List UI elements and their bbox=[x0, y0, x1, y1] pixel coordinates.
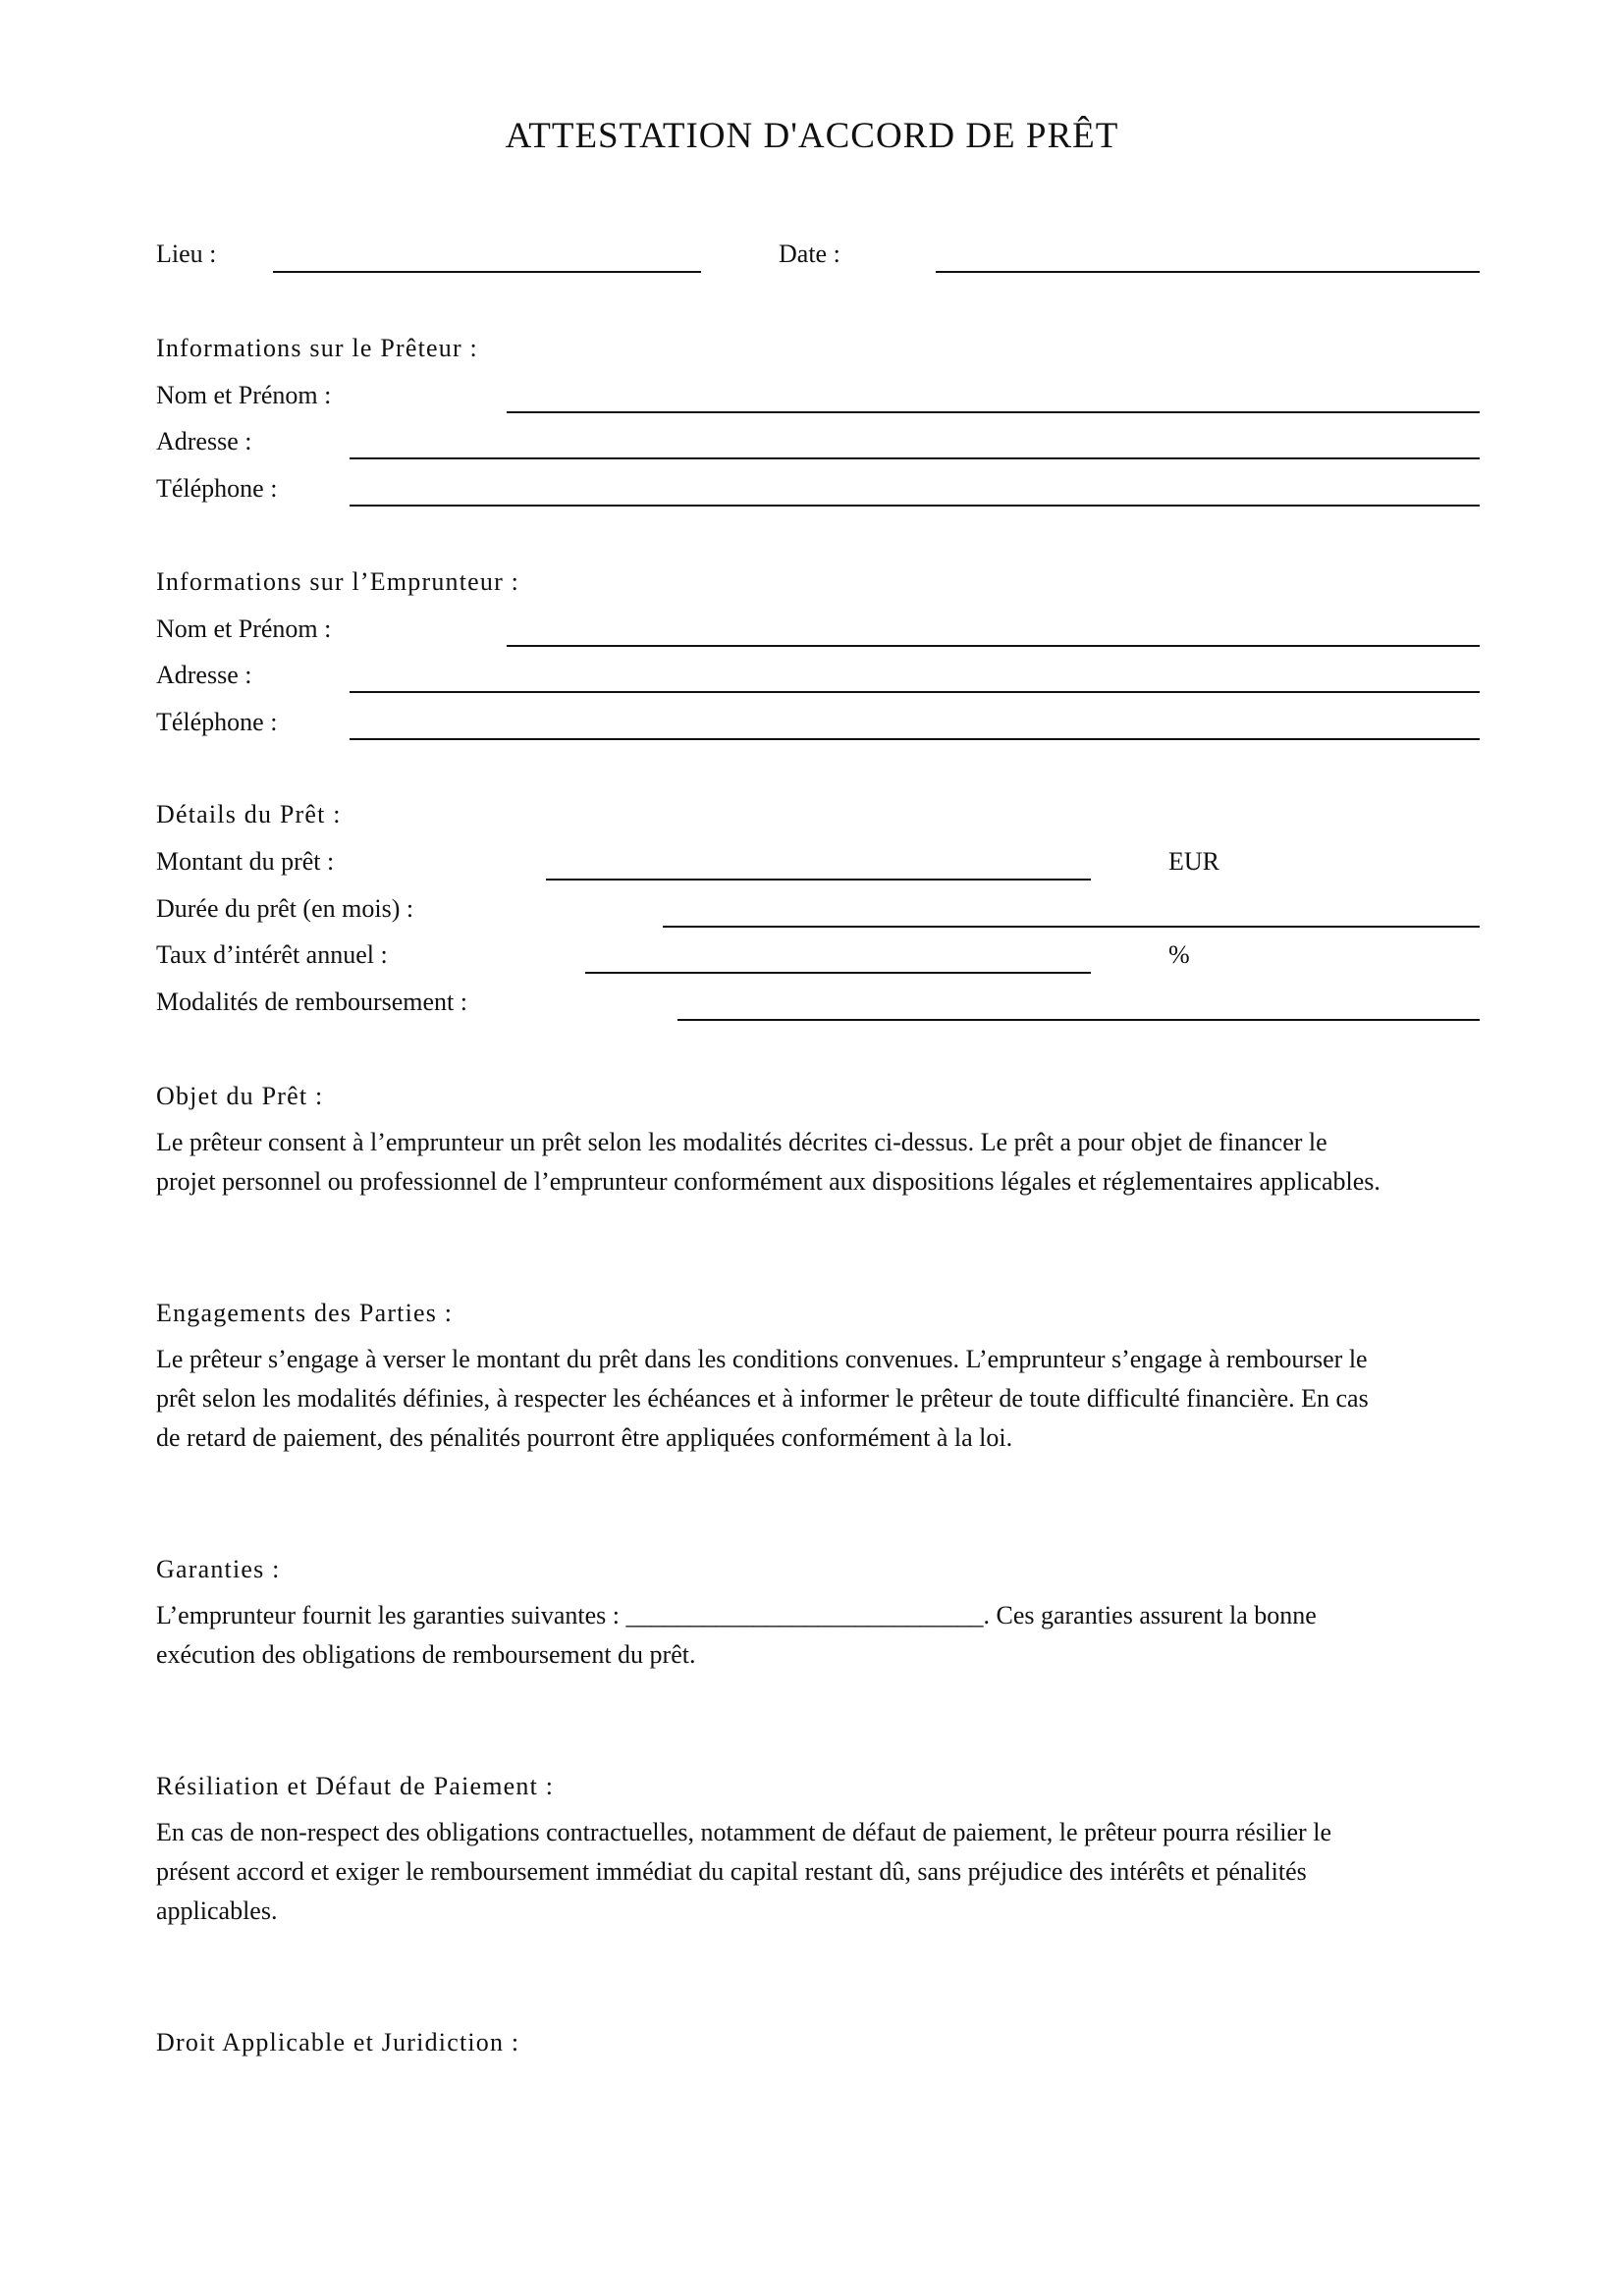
lieu-field-line[interactable] bbox=[273, 271, 701, 273]
garanties-heading: Garanties : bbox=[156, 1555, 281, 1583]
objet-line: Le prêteur consent à l’emprunteur un prêt selon les modalités décrites ci-dessus. Le prêt a pour objet de financer le bbox=[156, 1128, 1327, 1156]
preteur-heading: Informations sur le Prêteur : bbox=[156, 334, 478, 362]
taux-label: Taux d’intérêt annuel : bbox=[156, 940, 388, 969]
duree-label: Durée du prêt (en mois) : bbox=[156, 894, 414, 923]
preteur-nom-field-line[interactable] bbox=[507, 411, 1480, 413]
montant-label: Montant du prêt : bbox=[156, 847, 335, 876]
montant-unit: EUR bbox=[1168, 847, 1219, 876]
preteur-nom-label: Nom et Prénom : bbox=[156, 381, 332, 409]
engagements-line: Le prêteur s’engage à verser le montant du prêt dans les conditions convenues. L’emprunteur s’engage à rembourser le bbox=[156, 1345, 1368, 1373]
engagements-paragraph bbox=[156, 1340, 1482, 1458]
objet-heading: Objet du Prêt : bbox=[156, 1082, 324, 1110]
resiliation-line: applicables. bbox=[156, 1896, 278, 1925]
document-title: ATTESTATION D'ACCORD DE PRÊT bbox=[505, 116, 1119, 156]
emprunteur-telephone-field-line[interactable] bbox=[350, 738, 1480, 740]
modalites-field-line[interactable] bbox=[677, 1019, 1480, 1021]
duree-field-line[interactable] bbox=[663, 926, 1480, 928]
emprunteur-nom-field-line[interactable] bbox=[507, 645, 1480, 647]
garanties-line: exécution des obligations de remboursement du prêt. bbox=[156, 1640, 696, 1669]
objet-line: projet personnel ou professionnel de l’emprunteur conformément aux dispositions légales et réglementaires applicables. bbox=[156, 1167, 1380, 1196]
modalites-label: Modalités de remboursement : bbox=[156, 988, 467, 1016]
resiliation-line: présent accord et exiger le remboursement immédiat du capital restant dû, sans préjudice des intérêts et pénalités bbox=[156, 1857, 1307, 1886]
taux-unit: % bbox=[1168, 940, 1190, 969]
lieu-label: Lieu : bbox=[156, 240, 217, 268]
preteur-telephone-label: Téléphone : bbox=[156, 474, 278, 503]
objet-paragraph bbox=[156, 1123, 1482, 1201]
garanties-line: L’emprunteur fournit les garanties suivantes : ____________________________. Ces garanties assurent la bonne bbox=[156, 1601, 1317, 1629]
preteur-adresse-field-line[interactable] bbox=[350, 457, 1480, 459]
preteur-telephone-field-line[interactable] bbox=[350, 505, 1480, 507]
engagements-heading: Engagements des Parties : bbox=[156, 1299, 454, 1327]
emprunteur-adresse-label: Adresse : bbox=[156, 661, 252, 689]
garanties-paragraph bbox=[156, 1596, 1482, 1675]
emprunteur-nom-label: Nom et Prénom : bbox=[156, 614, 332, 643]
emprunteur-telephone-label: Téléphone : bbox=[156, 708, 278, 736]
engagements-line: prêt selon les modalités définies, à respecter les échéances et à informer le prêteur de toute difficulté financière. En cas bbox=[156, 1384, 1369, 1413]
droit-heading: Droit Applicable et Juridiction : bbox=[156, 2028, 520, 2056]
engagements-line: de retard de paiement, des pénalités pourront être appliquées conformément à la loi. bbox=[156, 1423, 1013, 1452]
resiliation-heading: Résiliation et Défaut de Paiement : bbox=[156, 1772, 555, 1800]
details-heading: Détails du Prêt : bbox=[156, 800, 342, 828]
emprunteur-heading: Informations sur l’Emprunteur : bbox=[156, 567, 520, 596]
montant-field-line[interactable] bbox=[546, 879, 1091, 881]
resiliation-line: En cas de non-respect des obligations contractuelles, notamment de défaut de paiement, le prêteur pourra résilier le bbox=[156, 1818, 1331, 1846]
resiliation-paragraph bbox=[156, 1813, 1482, 1931]
taux-field-line[interactable] bbox=[585, 972, 1091, 974]
preteur-adresse-label: Adresse : bbox=[156, 427, 252, 455]
date-label: Date : bbox=[779, 240, 840, 268]
emprunteur-adresse-field-line[interactable] bbox=[350, 691, 1480, 693]
date-field-line[interactable] bbox=[936, 271, 1480, 273]
